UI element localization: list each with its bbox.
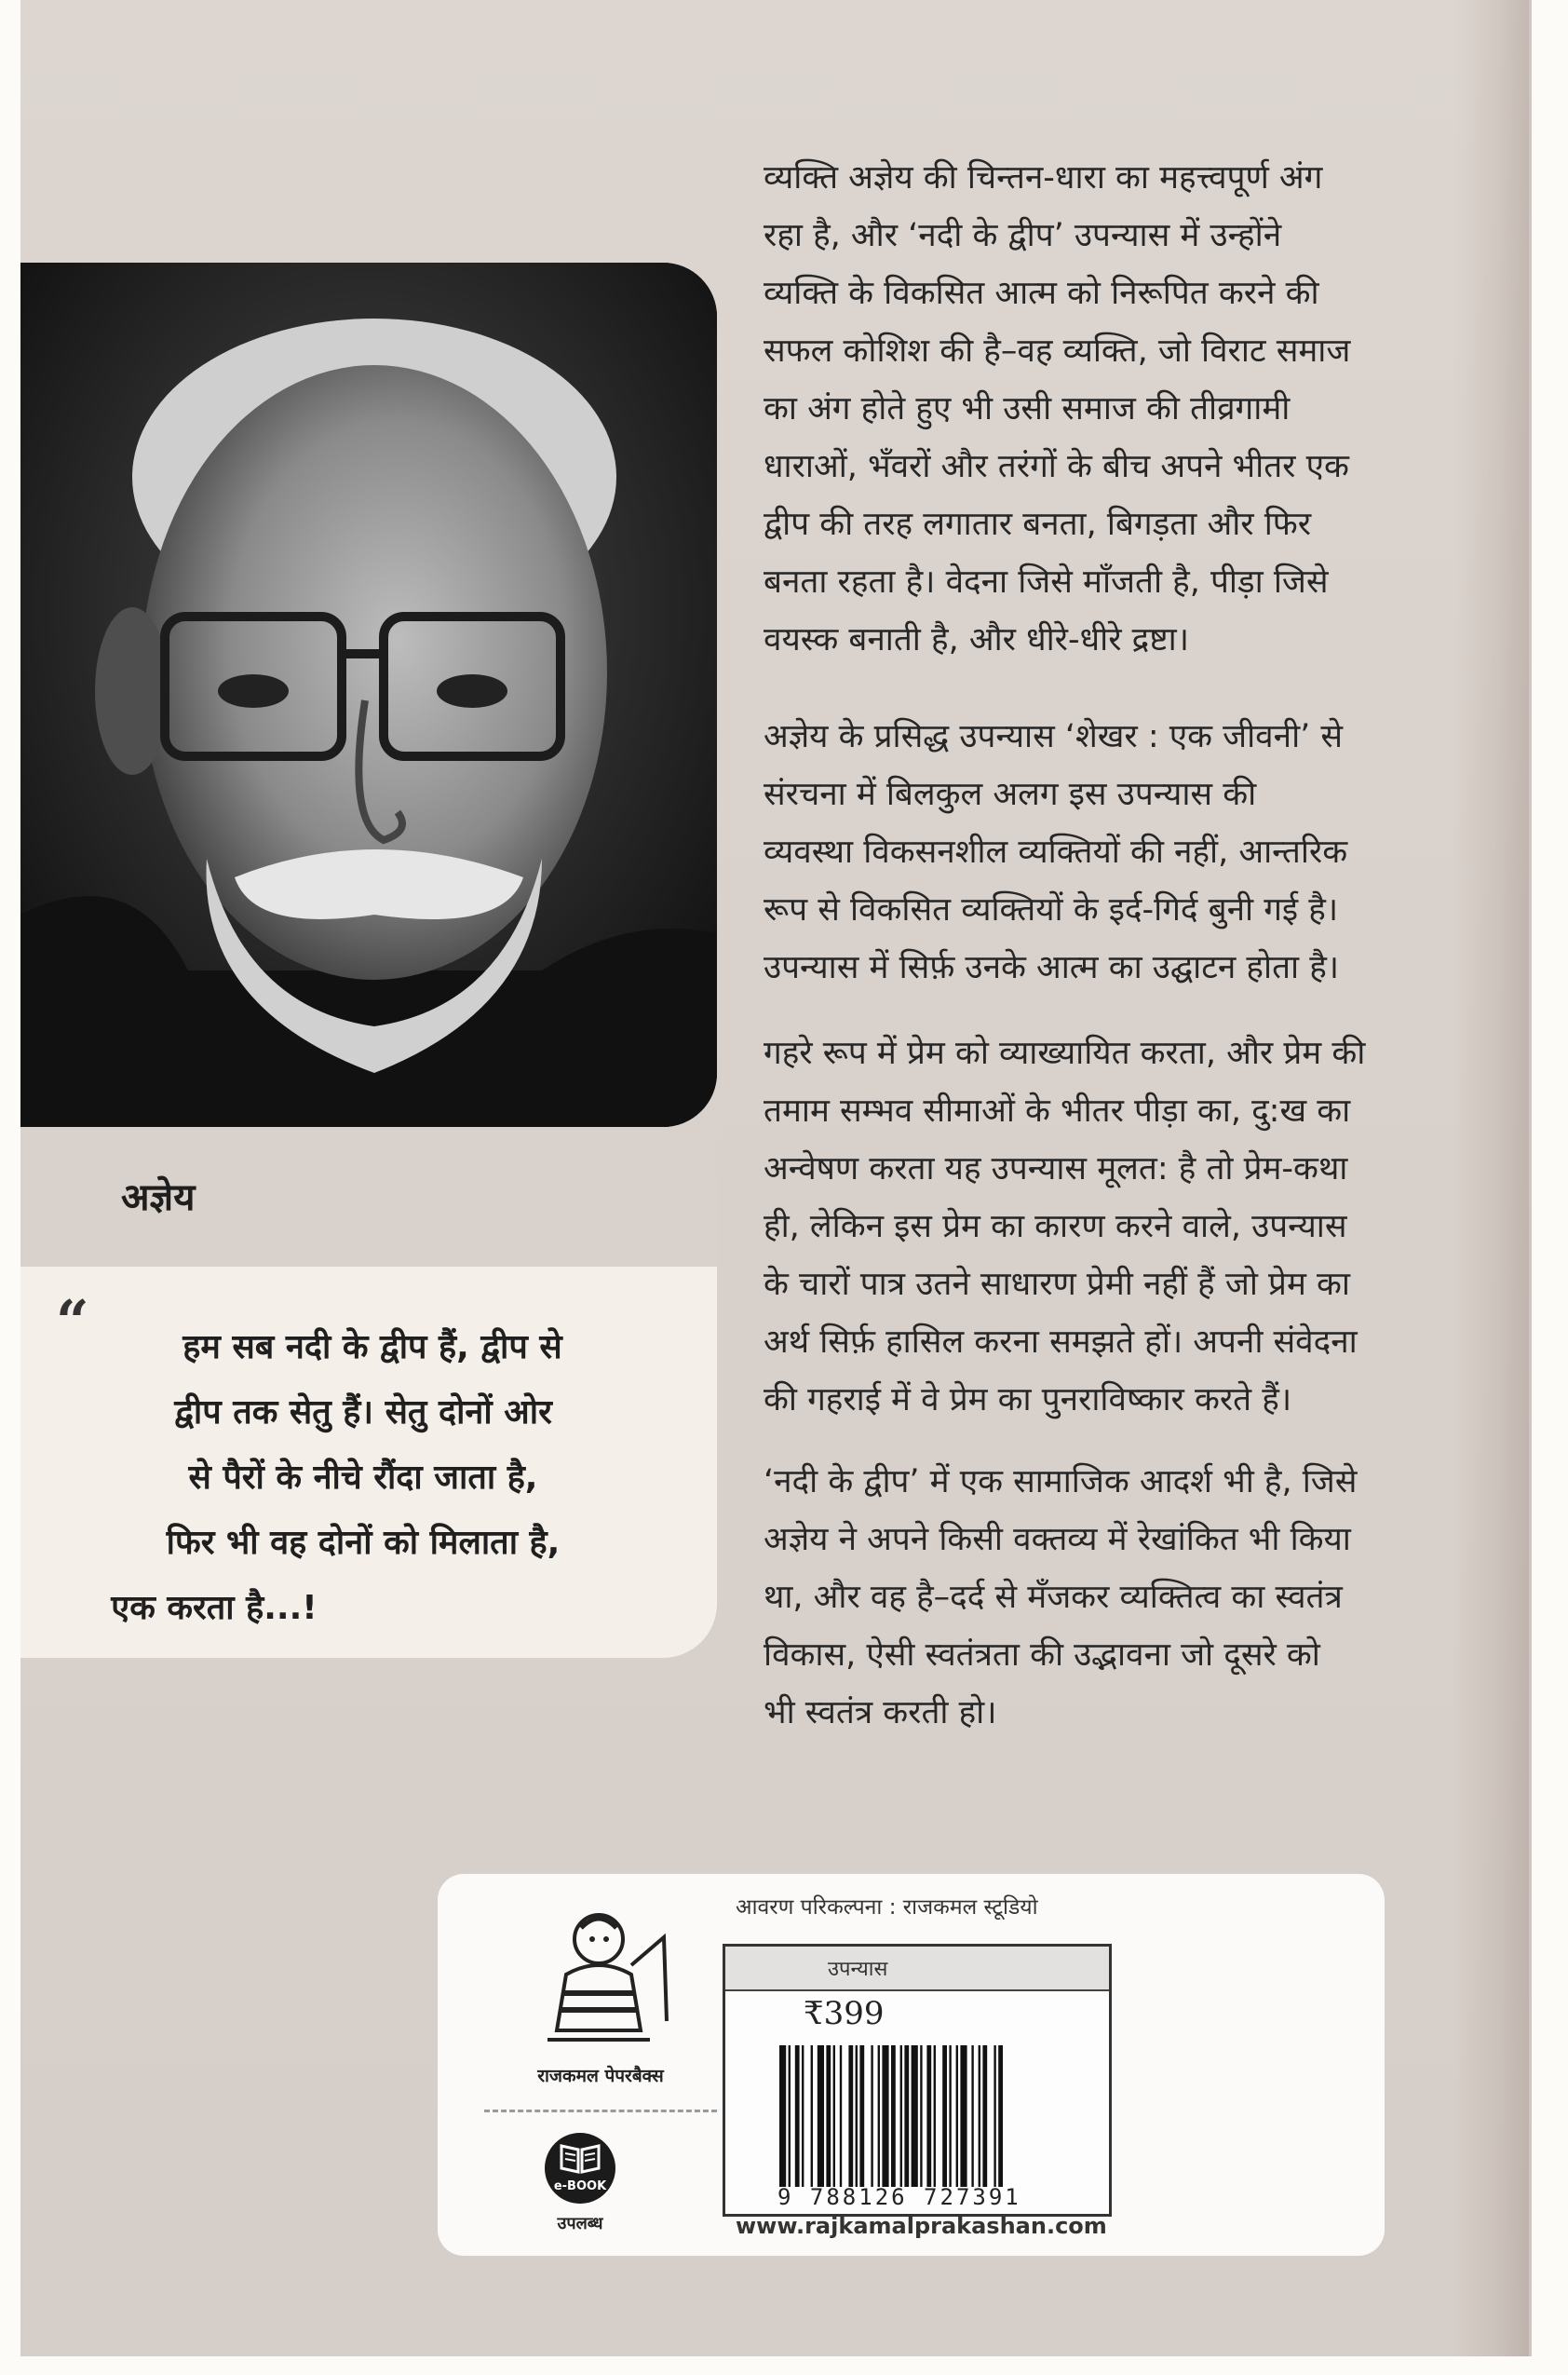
quote-line: हम सब नदी के द्वीप हैं, द्वीप से	[182, 1328, 562, 1366]
text-line: ‘नदी के द्वीप’ में एक सामाजिक आदर्श भी है, जिसे	[764, 1463, 1358, 1500]
text-line: अज्ञेय ने अपने किसी वक्तव्य में रेखांकित भी किया	[764, 1521, 1351, 1558]
text-line: व्यवस्था विकसनशील व्यक्तियों की नहीं, आन्तरिक	[764, 834, 1348, 871]
barcode-bar	[934, 2045, 936, 2187]
barcode-bar	[840, 2045, 842, 2187]
author-photo	[20, 263, 717, 1127]
barcode-label	[723, 1944, 1112, 2217]
text-line: धाराओं, भँवरों और तरंगों के बीच अपने भीतर एक	[764, 448, 1349, 485]
barcode-bar	[960, 2045, 966, 2187]
quote-line: एक करता है...!	[111, 1589, 318, 1627]
barcode-bar	[802, 2045, 804, 2187]
barcode-bar	[826, 2045, 831, 2187]
barcode-bar	[998, 2045, 1003, 2187]
barcode-bar	[811, 2045, 813, 2187]
description-paragraph-3	[764, 1025, 1453, 1429]
text-line: द्वीप की तरह लगातार बनता, बिगड़ता और फिर	[764, 506, 1312, 543]
genre-row	[725, 1947, 1109, 1991]
text-line: अज्ञेय के प्रसिद्ध उपन्यास ‘शेखर : एक जीवनी’ से	[764, 718, 1344, 755]
text-line: उपन्यास में सिर्फ़ उनके आत्म का उद्घाटन होता है।	[764, 949, 1340, 986]
text-line: सफल कोशिश की है–वह व्यक्ति, जो विराट समाज	[764, 332, 1351, 370]
barcode-bar	[904, 2045, 909, 2187]
cover-design-credit: आवरण परिकल्पना : राजकमल स्टूडियो	[736, 1895, 1038, 1920]
text-line: संरचना में बिलकुल अलग इस उपन्यास की	[764, 776, 1257, 813]
text-line: बनता रहता है। वेदना जिसे माँजती है, पीड़ा जिसे	[764, 563, 1329, 601]
rajkamal-logo-icon	[510, 1900, 687, 2058]
text-line: की गहराई में वे प्रेम का पुनराविष्कार करते हैं।	[764, 1381, 1292, 1418]
barcode-bar	[856, 2045, 858, 2187]
barcode-bar	[912, 2045, 918, 2187]
text-line: व्यक्ति के विकसित आत्म को निरूपित करने की	[764, 275, 1319, 312]
barcode-bar	[920, 2045, 922, 2187]
text-line: ही, लेकिन इस प्रेम का कारण करने वाले, उपन्यास	[764, 1208, 1347, 1245]
text-line: रूप से विकसित व्यक्तियों के इर्द-गिर्द बुनी गई है।	[764, 891, 1339, 929]
text-line: भी स्वतंत्र करती हो।	[764, 1694, 997, 1731]
barcode-bar	[949, 2045, 951, 2187]
description-paragraph-1	[764, 149, 1453, 669]
publisher-website: www.rajkamalprakashan.com	[736, 2213, 1107, 2239]
barcode-bar	[982, 2045, 987, 2187]
barcode-bar	[882, 2045, 888, 2187]
spine-edge	[1453, 0, 1529, 2356]
barcode-bar	[871, 2045, 872, 2187]
text-line: तमाम सम्भव सीमाओं के भीतर पीड़ा का, दु:ख का	[764, 1092, 1351, 1130]
description-paragraph-2	[764, 708, 1453, 997]
text-line: अन्वेषण करता यह उपन्यास मूलत: है तो प्रेम-कथा	[764, 1150, 1348, 1188]
text-line: था, और वह है–दर्द से मँजकर व्यक्तित्व का स्वतंत्र	[764, 1579, 1343, 1616]
genre: उपन्यास	[828, 1958, 888, 1981]
barcode-bar	[971, 2045, 973, 2187]
author-name: अज्ञेय	[121, 1176, 196, 1219]
barcode-bar	[795, 2045, 800, 2187]
quote-line: फिर भी वह दोनों को मिलाता है,	[166, 1524, 561, 1562]
text-line: का अंग होते हुए भी उसी समाज की तीव्रगामी	[764, 390, 1291, 428]
quote-line: से पैरों के नीचे रौंदा जाता है,	[188, 1459, 538, 1497]
barcode-bar	[994, 2045, 995, 2187]
isbn-barcode	[777, 2045, 1068, 2187]
barcode-bar	[789, 2045, 791, 2187]
barcode-bar	[979, 2045, 980, 2187]
text-line: के चारों पात्र उतने साधारण प्रेमी नहीं हैं जो प्रेम का	[764, 1266, 1350, 1303]
barcode-bar	[779, 2045, 786, 2187]
divider	[484, 2110, 717, 2112]
book-icon	[560, 2142, 601, 2174]
barcode-bar	[848, 2045, 853, 2187]
barcode-bar	[833, 2045, 835, 2187]
barcode-bar	[926, 2045, 931, 2187]
text-line: वयस्क बनाती है, और धीरे-धीरे द्रष्टा।	[764, 621, 1189, 658]
text-line: अर्थ सिर्फ़ हासिल करना समझते हों। अपनी संवेदना	[764, 1323, 1358, 1361]
ebook-label: e-BOOK	[553, 2179, 607, 2193]
isbn-digits: 9 788126 727391	[777, 2184, 1021, 2210]
barcode-bar	[818, 2045, 824, 2187]
barcode-bar	[878, 2045, 880, 2187]
quote-line: द्वीप तक सेतु हैं। सेतु दोनों ओर	[174, 1393, 552, 1432]
quote-mark: “	[56, 1287, 89, 1355]
barcode-bar	[956, 2045, 958, 2187]
text-line: रहा है, और ‘नदी के द्वीप’ उपन्यास में उन्होंने	[764, 217, 1282, 254]
publisher-name: राजकमल पेपरबैक्स	[537, 2066, 664, 2086]
price: ₹399	[804, 1995, 885, 2032]
barcode-bar	[900, 2045, 902, 2187]
text-line: व्यक्ति अज्ञेय की चिन्तन-धारा का महत्त्वपूर्ण अंग	[764, 159, 1323, 197]
text-line: गहरे रूप में प्रेम को व्याख्यायित करता, और प्रेम की	[764, 1035, 1366, 1072]
ebook-badge	[545, 2133, 615, 2204]
barcode-bar	[942, 2045, 947, 2187]
ebook-available: उपलब्ध	[557, 2214, 603, 2233]
barcode-bar	[859, 2045, 864, 2187]
text-line: विकास, ऐसी स्वतंत्रता की उद्भावना जो दूसरे को	[764, 1636, 1320, 1674]
description-paragraph-4	[764, 1453, 1453, 1742]
barcode-bar	[891, 2045, 896, 2187]
